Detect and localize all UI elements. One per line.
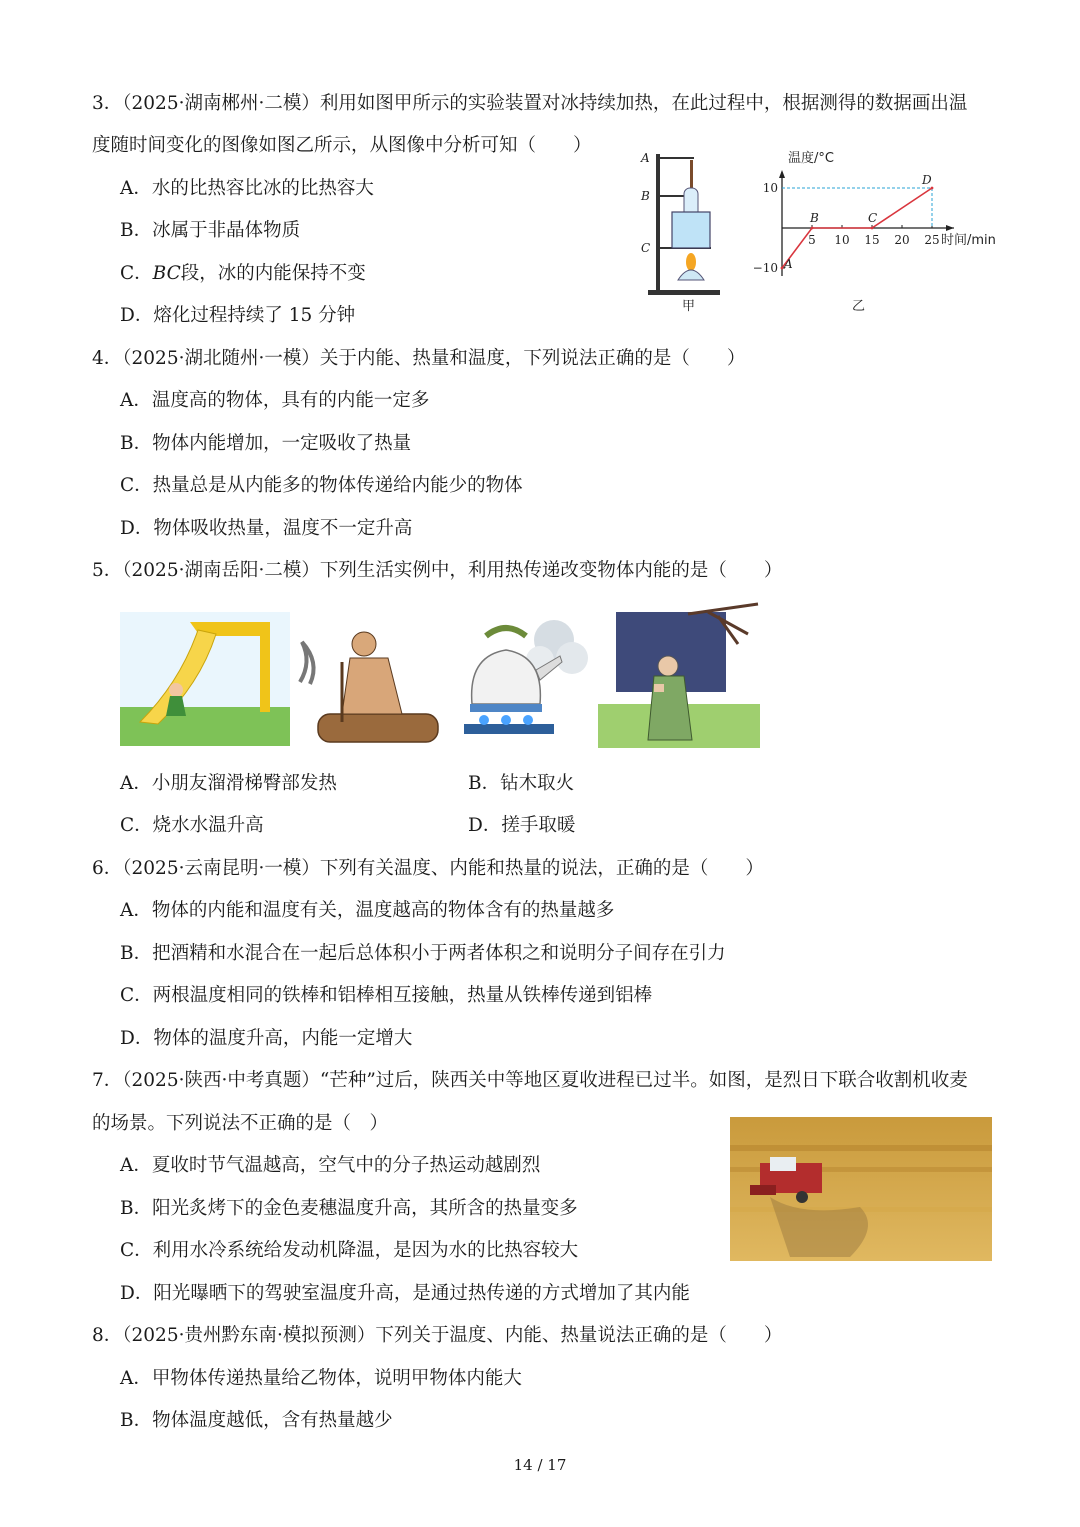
q6-option-d: D．物体的温度升高，内能一定增大 — [120, 1028, 413, 1049]
q7-option-d: D．阳光曝晒下的驾驶室温度升高，是通过热传递的方式增加了其内能 — [120, 1283, 690, 1304]
chart-point — [871, 227, 874, 230]
q4-option-b: B．物体内能增加，一定吸收了热量 — [120, 433, 412, 454]
harvester-cab — [770, 1157, 796, 1171]
q3-stem-line1: 3．（2025·湖南郴州·二模）利用如图甲所示的实验装置对冰持续加热，在此过程中，根据测得的数据画出温 — [92, 93, 968, 114]
q5-option-c: C．烧水水温升高 — [120, 815, 264, 836]
q3-option-d: D．熔化过程持续了 15 分钟 — [120, 305, 356, 326]
chart-ylabel: 温度/°C — [788, 151, 834, 166]
person-head — [658, 656, 678, 676]
q6-option-a: A．物体的内能和温度有关，温度越高的物体含有的热量越多 — [120, 900, 615, 921]
harvester-header — [750, 1185, 776, 1195]
q3-option-a: A．水的比热容比冰的比热容大 — [120, 178, 374, 199]
q5-image-rub-hands — [598, 604, 760, 748]
hands-icon — [654, 684, 664, 692]
q4-option-a: A．温度高的物体，具有的内能一定多 — [120, 390, 430, 411]
chart-ytick-10: 10 — [762, 181, 778, 195]
smoke-icon — [300, 642, 314, 684]
q3-figure-yi-chart — [752, 146, 996, 316]
q5-option-b: B．钻木取火 — [468, 773, 575, 794]
child-head — [169, 683, 183, 697]
q6-option-c: C．两根温度相同的铁棒和铝棒相互接触，热量从铁棒传递到铝棒 — [120, 985, 653, 1006]
q5-image-kettle — [444, 600, 594, 746]
q5-stem: 5．（2025·湖南岳阳·二模）下列生活实例中，利用热传递改变物体内能的是（ ） — [92, 560, 783, 581]
label-b: B — [641, 189, 650, 203]
q5-image-drill-wood — [292, 622, 442, 750]
chart-xtick: 20 — [894, 233, 910, 247]
stand-pole — [656, 154, 660, 292]
q3-option-b: B．冰属于非晶体物质 — [120, 220, 301, 241]
gas-flame-icon — [479, 715, 489, 725]
q5-image-slide — [120, 612, 290, 746]
q7-option-a: A．夏收时节气温越高，空气中的分子热运动越剧烈 — [120, 1155, 541, 1176]
flame-icon — [686, 253, 696, 271]
chart-point-label: A — [784, 257, 793, 271]
label-a: A — [641, 151, 650, 165]
harvester-wheel — [796, 1191, 808, 1203]
q6-stem: 6．（2025·云南昆明·一模）下列有关温度、内能和热量的说法，正确的是（ ） — [92, 858, 764, 879]
alcohol-lamp — [678, 270, 704, 280]
chart-point-label: D — [922, 173, 932, 187]
chart-point-label: C — [868, 211, 878, 225]
man-head — [352, 632, 376, 656]
q3-option-c-var: BC — [152, 263, 181, 284]
q3-figure-jia — [636, 148, 746, 318]
chart-point — [811, 227, 814, 230]
chart-ytick-neg10: −10 — [752, 261, 778, 275]
chart-xtick: 5 — [808, 233, 816, 247]
figure-caption-jia: 甲 — [682, 299, 696, 314]
label-c: C — [641, 241, 651, 255]
q5-option-d: D．搓手取暖 — [468, 815, 576, 836]
q4-stem: 4．（2025·湖北随州·一模）关于内能、热量和温度，下列说法正确的是（ ） — [92, 348, 746, 369]
figure-caption-yi: 乙 — [852, 299, 866, 314]
q7-stem-line2: 的场景。下列说法不正确的是（ ） — [92, 1113, 389, 1134]
q7-stem-line1: 7．（2025·陕西·中考真题）“芒种”过后，陕西关中等地区夏收进程已过半。如图，是烈日下联合收割机收麦 — [92, 1070, 968, 1091]
q3-option-c-prefix: C． — [120, 263, 153, 284]
man-body — [342, 658, 402, 714]
q7-option-b: B．阳光炙烤下的金色麦穗温度升高，其所含的热量变多 — [120, 1198, 578, 1219]
chart-xtick: 15 — [864, 233, 880, 247]
chart-xlabel: 时间/min — [941, 233, 996, 248]
q3-option-c-rest: 段，冰的内能保持不变 — [180, 263, 366, 284]
chart-point — [781, 267, 784, 270]
q8-stem: 8．（2025·贵州黔东南·模拟预测）下列关于温度、内能、热量说法正确的是（ ） — [92, 1325, 783, 1346]
q7-option-c: C．利用水冷系统给发动机降温，是因为水的比热容较大 — [120, 1240, 579, 1261]
q6-option-b: B．把酒精和水混合在一起后总体积小于两者体积之和说明分子间存在引力 — [120, 943, 726, 964]
q8-option-a: A．甲物体传递热量给乙物体，说明甲物体内能大 — [120, 1368, 522, 1389]
chart-point-label: B — [810, 211, 819, 225]
q3-stem-line2: 度随时间变化的图像如图乙所示，从图像中分析可知（ ） — [92, 135, 592, 156]
q8-option-b: B．物体温度越低，含有热量越少 — [120, 1410, 393, 1431]
q5-option-a: A．小朋友溜滑梯臀部发热 — [120, 773, 337, 794]
chart-xtick: 10 — [834, 233, 850, 247]
kettle-handle — [486, 628, 526, 636]
q7-image-harvester — [730, 1117, 992, 1261]
chart-y-axis-arrow — [779, 170, 785, 178]
beaker — [672, 212, 710, 248]
q4-option-c: C．热量总是从内能多的物体传递给内能少的物体 — [120, 475, 523, 496]
q3-option-c — [120, 261, 366, 287]
chart-x-axis-arrow — [946, 225, 954, 231]
chart-xtick: 25 — [924, 233, 940, 247]
q4-option-d: D．物体吸收热量，温度不一定升高 — [120, 518, 413, 539]
stand-base — [648, 290, 720, 295]
chart-point — [931, 187, 934, 190]
log — [318, 714, 438, 742]
page-number: 14 / 17 — [513, 1456, 567, 1474]
